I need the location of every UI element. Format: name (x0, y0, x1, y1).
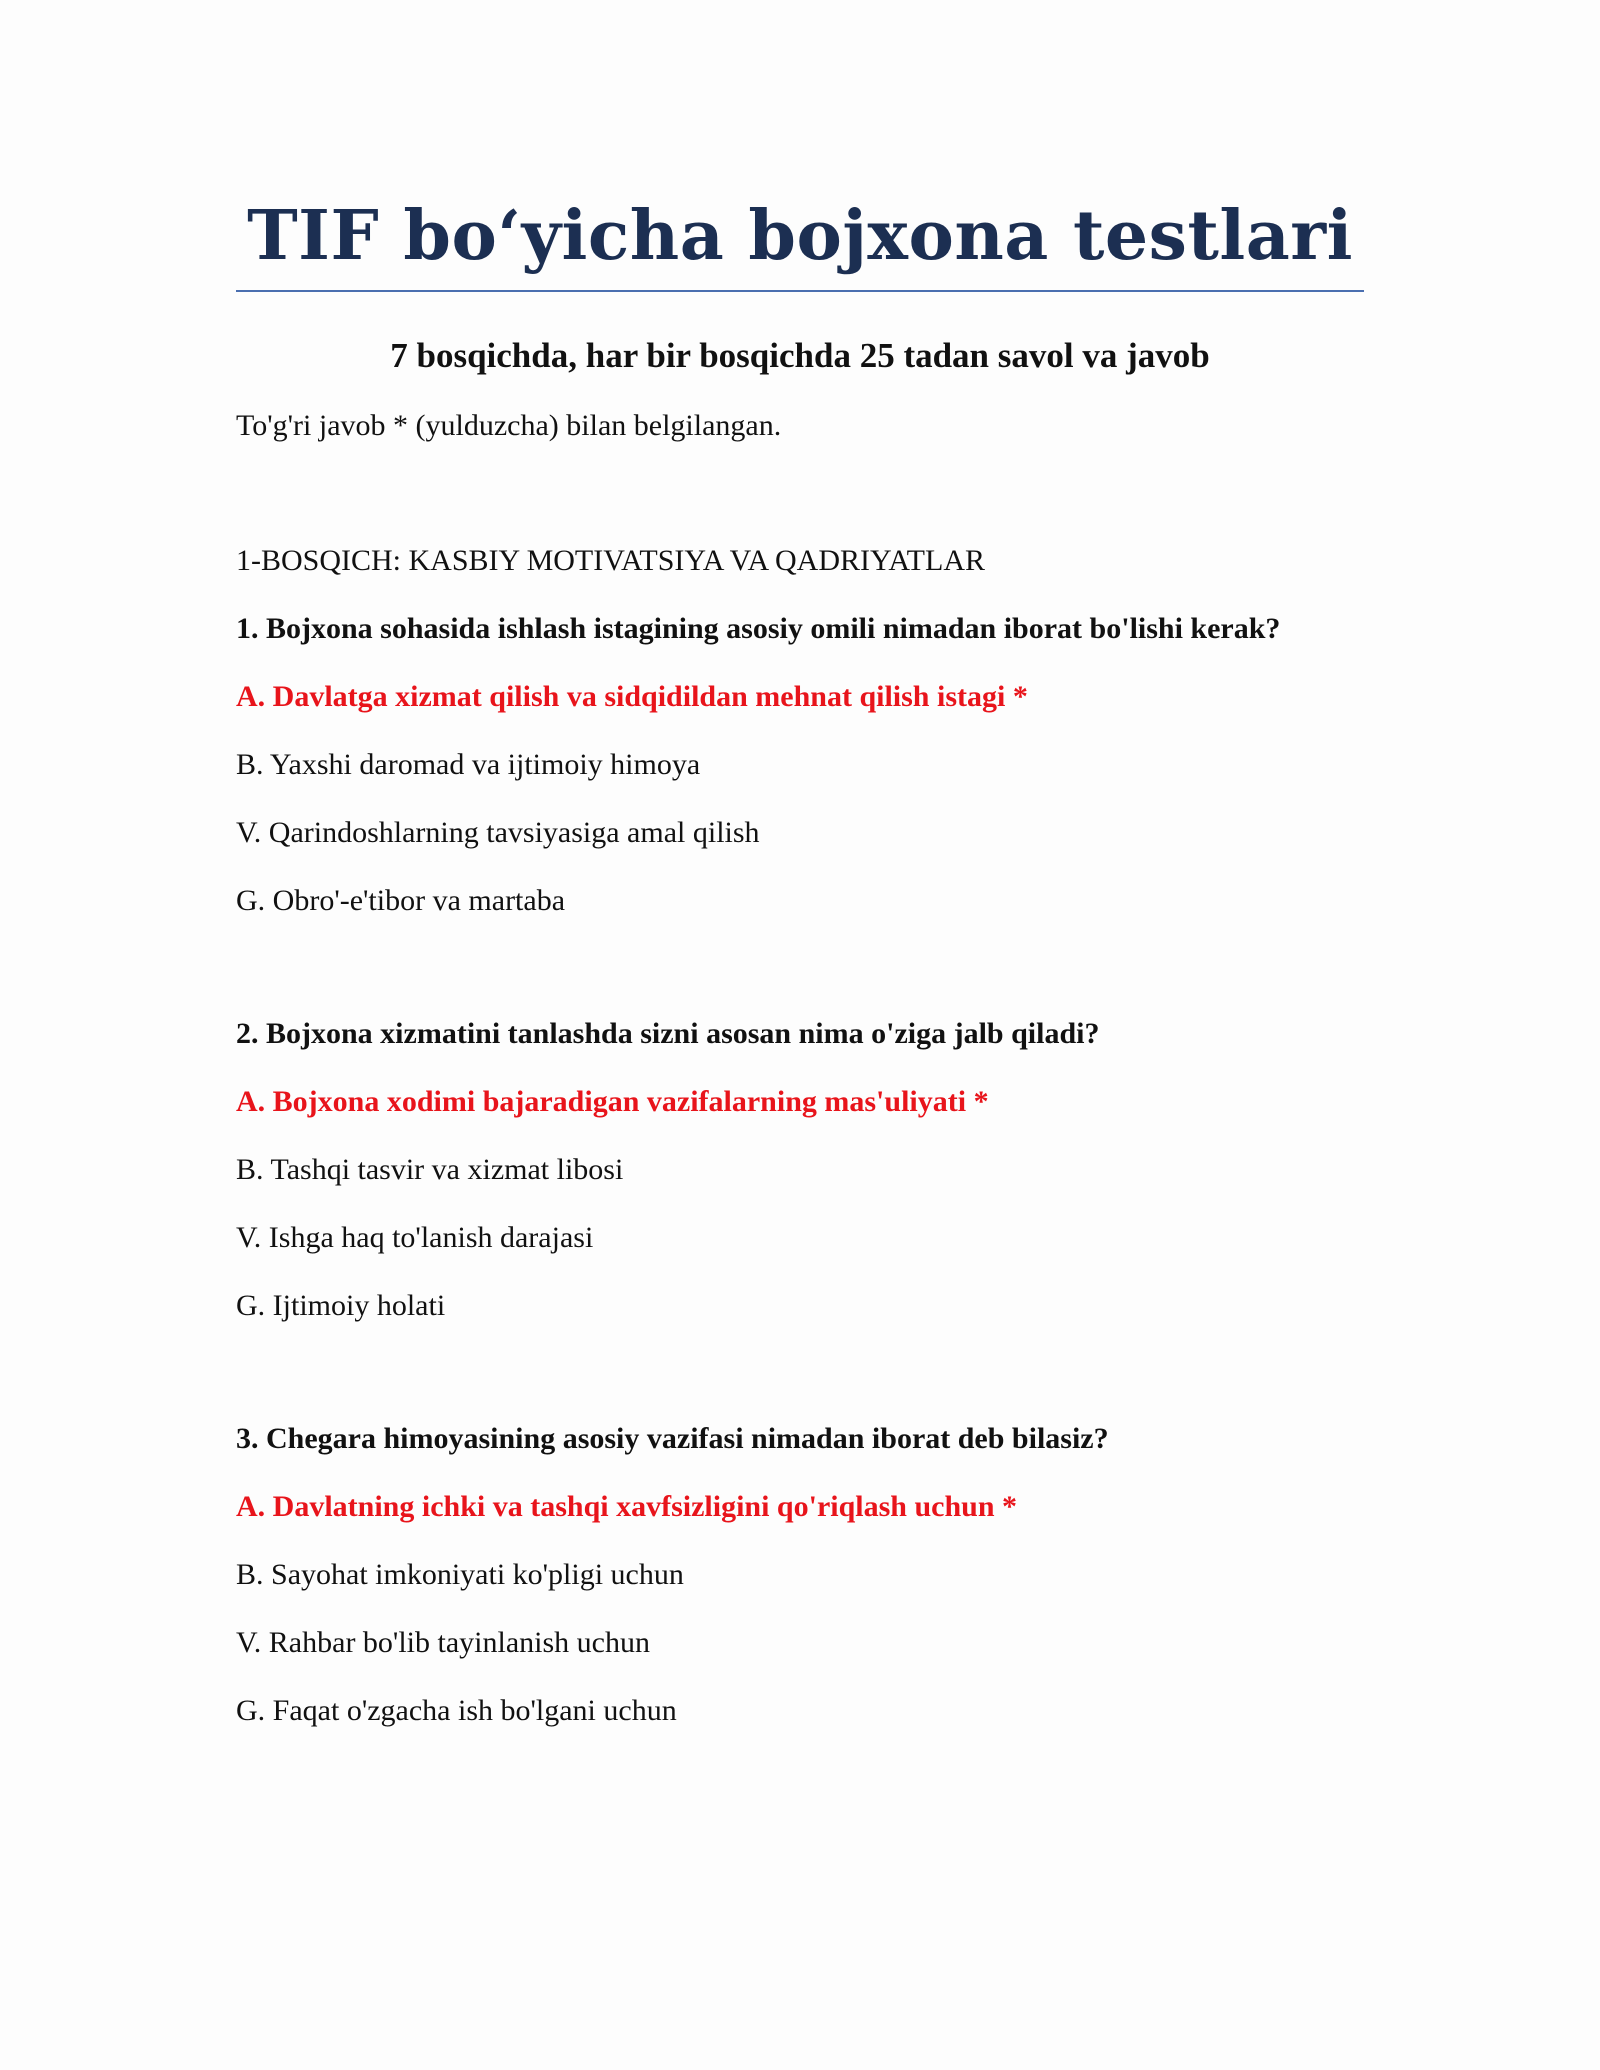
answer-option-correct: A. Bojxona xodimi bajaradigan vazifalarning mas'uliyati * (236, 1085, 989, 1118)
answer-option: V. Qarindoshlarning tavsiyasiga amal qilish (236, 816, 760, 849)
answer-option: V. Ishga haq to'lanish darajasi (236, 1221, 594, 1254)
question-text: 3. Chegara himoyasining asosiy vazifasi nimadan iborat deb bilasiz? (236, 1422, 1109, 1455)
answer-option: G. Ijtimoiy holati (236, 1289, 446, 1322)
answer-option: G. Faqat o'zgacha ish bo'lgani uchun (236, 1694, 677, 1727)
answer-option-correct: A. Davlatning ichki va tashqi xavfsizligini qo'riqlash uchun * (236, 1490, 1018, 1523)
answer-option: B. Sayohat imkoniyati ko'pligi uchun (236, 1558, 684, 1591)
question-text: 1. Bojxona sohasida ishlash istagining asosiy omili nimadan iborat bo'lishi kerak? (236, 612, 1281, 645)
correct-answer-note: To'g'ri javob * (yulduzcha) bilan belgilangan. (236, 409, 782, 442)
answer-option-correct: A. Davlatga xizmat qilish va sidqidildan mehnat qilish istagi * (236, 680, 1028, 713)
answer-option: B. Yaxshi daromad va ijtimoiy himoya (236, 748, 701, 781)
title-underline (236, 290, 1364, 292)
answer-option: G. Obro'-e'tibor va martaba (236, 884, 566, 917)
section-title: 1-BOSQICH: KASBIY MOTIVATSIYA VA QADRIYATLAR (236, 544, 985, 577)
document-title: TIF bo‘yicha bojxona testlari (247, 196, 1353, 276)
answer-option: V. Rahbar bo'lib tayinlanish uchun (236, 1626, 650, 1659)
document-subtitle: 7 bosqichda, har bir bosqichda 25 tadan savol va javob (390, 336, 1210, 375)
question-text: 2. Bojxona xizmatini tanlashda sizni asosan nima o'ziga jalb qiladi? (236, 1017, 1100, 1050)
answer-option: B. Tashqi tasvir va xizmat libosi (236, 1153, 624, 1186)
